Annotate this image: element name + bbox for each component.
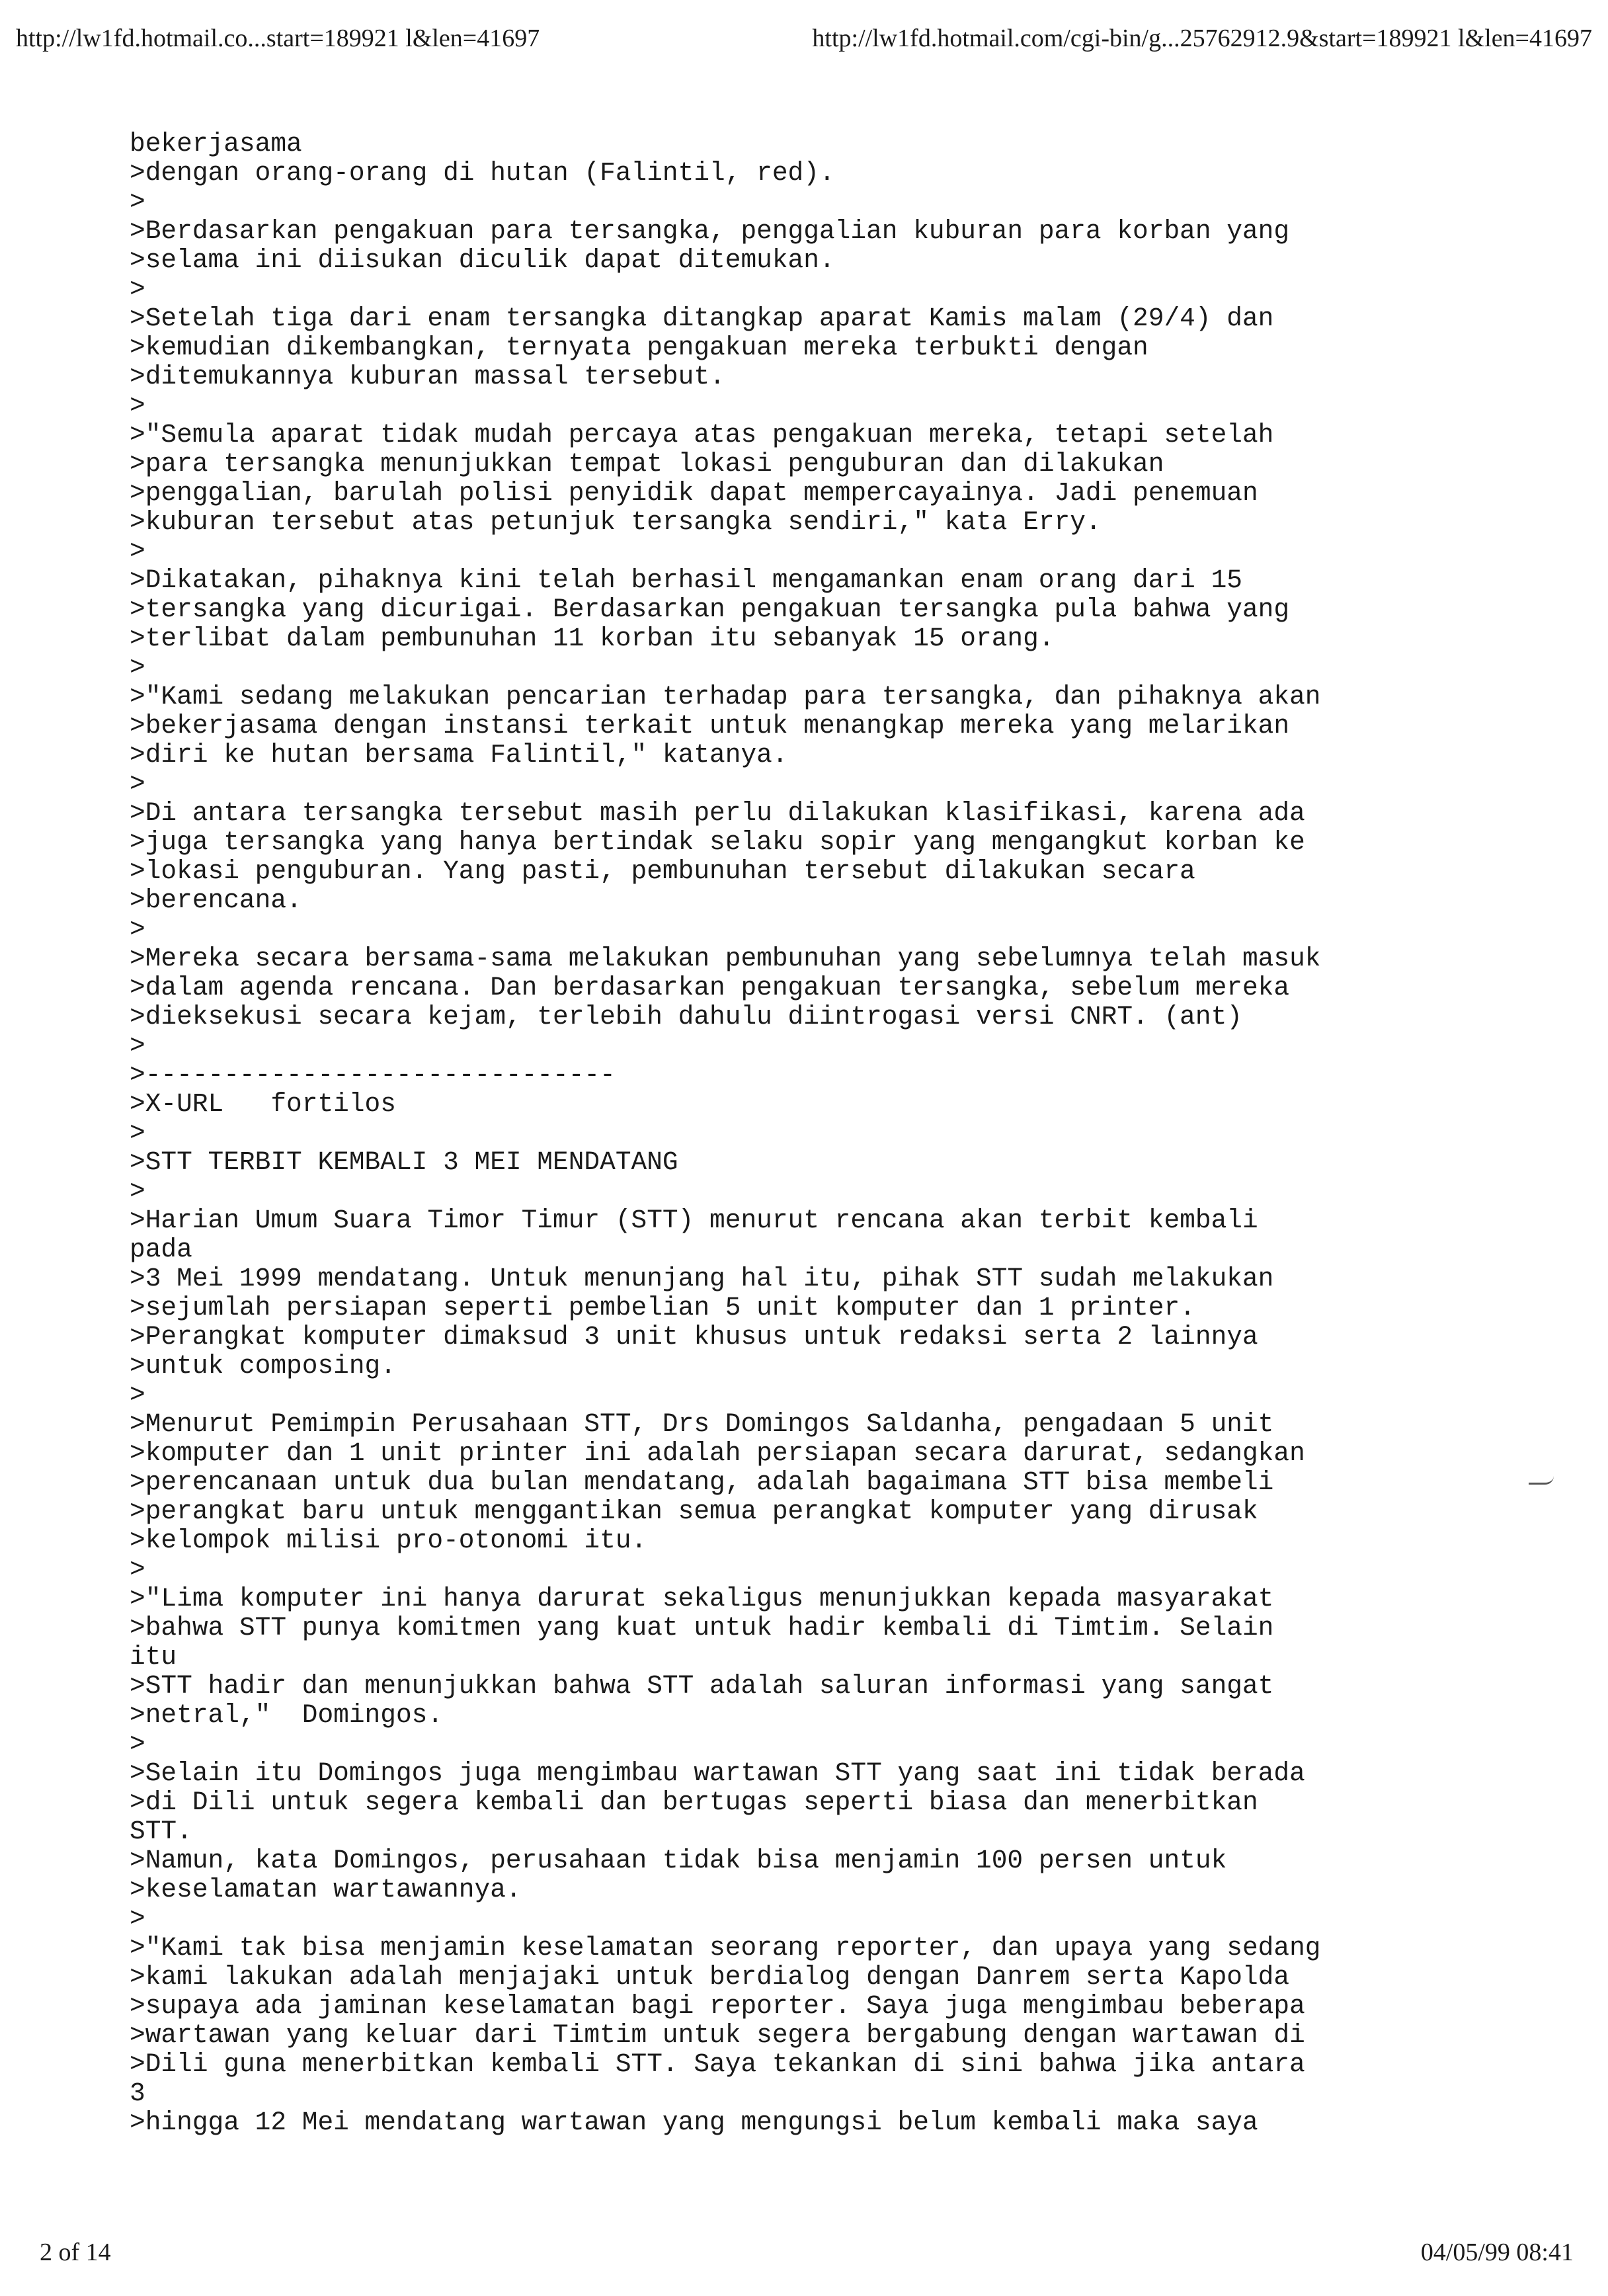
email-line: >"Semula aparat tidak mudah percaya atas pengakuan mereka, tetapi setelah xyxy=(130,420,1274,450)
email-line: >"Lima komputer ini hanya darurat sekaligus menunjukkan kepada masyarakat xyxy=(130,1584,1274,1614)
email-line: >penggalian, barulah polisi penyidik dapat mempercayainya. Jadi penemuan xyxy=(130,478,1258,508)
email-line: > xyxy=(130,1380,145,1410)
email-line: > xyxy=(130,1555,145,1584)
email-line: >dieksekusi secara kejam, terlebih dahulu diintrogasi versi CNRT. (ant) xyxy=(130,1002,1242,1032)
print-header xyxy=(16,19,1592,58)
email-line: >netral," Domingos. xyxy=(130,1700,444,1730)
email-line: > xyxy=(130,1176,145,1206)
email-line: >keselamatan wartawannya. xyxy=(130,1875,522,1905)
email-line: >Menurut Pemimpin Perusahaan STT, Drs Domingos Saldanha, pengadaan 5 unit xyxy=(130,1409,1274,1439)
header-url-right[interactable]: http://lw1fd.hotmail.com/cgi-bin/g...25762912.9&start=189921 l&len=41697 xyxy=(812,24,1592,52)
email-line: > xyxy=(130,187,145,217)
email-line: >ditemukannya kuburan massal tersebut. xyxy=(130,362,725,391)
email-line: >perangkat baru untuk menggantikan semua perangkat komputer yang dirusak xyxy=(130,1496,1258,1526)
email-line: > xyxy=(130,1904,145,1934)
email-line: >para tersangka menunjukkan tempat lokasi penguburan dan dilakukan xyxy=(130,449,1164,479)
email-line: >"Kami sedang melakukan pencarian terhadap para tersangka, dan pihaknya akan xyxy=(130,682,1321,712)
email-line: >dengan orang-orang di hutan (Falintil, red). xyxy=(130,158,835,188)
email-line: >sejumlah persiapan seperti pembelian 5 unit komputer dan 1 printer. xyxy=(130,1293,1195,1323)
email-line: >juga tersangka yang hanya bertindak selaku sopir yang mengangkut korban ke xyxy=(130,827,1305,857)
email-line: >------------------------------ xyxy=(130,1060,616,1090)
email-line: >lokasi penguburan. Yang pasti, pembunuhan tersebut dilakukan secara xyxy=(130,856,1195,886)
email-line: >STT TERBIT KEMBALI 3 MEI MENDATANG xyxy=(130,1147,678,1177)
email-line: >bekerjasama dengan instansi terkait untuk menangkap mereka yang melarikan xyxy=(130,711,1290,741)
email-line: >kelompok milisi pro-otonomi itu. xyxy=(130,1526,647,1555)
email-line: > xyxy=(130,274,145,304)
email-line: STT. xyxy=(130,1817,192,1846)
email-line: >Berdasarkan pengakuan para tersangka, penggalian kuburan para korban yang xyxy=(130,216,1290,246)
email-line: >supaya ada jaminan keselamatan bagi reporter. Saya juga mengimbau beberapa xyxy=(130,1991,1305,2021)
email-line: >Di antara tersangka tersebut masih perlu dilakukan klasifikasi, karena ada xyxy=(130,798,1305,828)
email-line: >selama ini diisukan diculik dapat ditemukan. xyxy=(130,245,835,275)
email-line: >Perangkat komputer dimaksud 3 unit khusus untuk redaksi serta 2 lainnya xyxy=(130,1322,1258,1352)
email-line: >"Kami tak bisa menjamin keselamatan seorang reporter, dan upaya yang sedang xyxy=(130,1933,1321,1963)
header-url-left[interactable]: http://lw1fd.hotmail.co...start=189921 l&len=41697 xyxy=(16,24,540,52)
email-line: itu xyxy=(130,1642,177,1672)
email-line: > xyxy=(130,653,145,682)
email-line: >bahwa STT punya komitmen yang kuat untuk hadir kembali di Timtim. Selain xyxy=(130,1613,1274,1643)
page-indicator: 2 of 14 xyxy=(40,2238,111,2266)
email-line: >kemudian dikembangkan, ternyata pengakuan mereka terbukti dengan xyxy=(130,333,1148,362)
email-line: >dalam agenda rencana. Dan berdasarkan pengakuan tersangka, sebelum mereka xyxy=(130,973,1290,1003)
email-line: >STT hadir dan menunjukkan bahwa STT adalah saluran informasi yang sangat xyxy=(130,1671,1274,1701)
email-line: >Harian Umum Suara Timor Timur (STT) menurut rencana akan terbit kembali xyxy=(130,1206,1258,1235)
email-line: > xyxy=(130,915,145,944)
print-footer xyxy=(40,2233,1574,2272)
email-line: > xyxy=(130,1118,145,1148)
email-line: >Dili guna menerbitkan kembali STT. Saya tekankan di sini bahwa jika antara xyxy=(130,2049,1305,2079)
email-line: >kuburan tersebut atas petunjuk tersangka sendiri," kata Erry. xyxy=(130,507,1102,537)
email-line: > xyxy=(130,391,145,421)
email-line: >wartawan yang keluar dari Timtim untuk segera bergabung dengan wartawan di xyxy=(130,2020,1305,2050)
email-line: >diri ke hutan bersama Falintil," katanya. xyxy=(130,740,788,770)
email-line: > xyxy=(130,1729,145,1759)
email-line: 3 xyxy=(130,2078,145,2108)
email-line: > xyxy=(130,1031,145,1061)
email-line: pada xyxy=(130,1235,192,1264)
email-line: >Namun, kata Domingos, perusahaan tidak bisa menjamin 100 persen untuk xyxy=(130,1846,1227,1875)
email-line: >kami lakukan adalah menjajaki untuk berdialog dengan Danrem serta Kapolda xyxy=(130,1962,1290,1992)
email-line: >X-URL fortilos xyxy=(130,1089,396,1119)
email-line: >Dikatakan, pihaknya kini telah berhasil mengamankan enam orang dari 15 xyxy=(130,565,1242,595)
email-line: > xyxy=(130,769,145,799)
email-line: >3 Mei 1999 mendatang. Untuk menunjang hal itu, pihak STT sudah melakukan xyxy=(130,1264,1274,1293)
email-line: >komputer dan 1 unit printer ini adalah persiapan secara darurat, sedangkan xyxy=(130,1438,1305,1468)
email-message-body xyxy=(130,130,1584,2137)
email-line: > xyxy=(130,536,145,566)
email-line: >Mereka secara bersama-sama melakukan pembunuhan yang sebelumnya telah masuk xyxy=(130,944,1321,973)
printed-timestamp: 04/05/99 08:41 xyxy=(1420,2238,1574,2266)
email-line: >tersangka yang dicurigai. Berdasarkan pengakuan tersangka pula bahwa yang xyxy=(130,594,1290,624)
email-line: >hingga 12 Mei mendatang wartawan yang mengungsi belum kembali maka saya xyxy=(130,2108,1258,2137)
email-line: >di Dili untuk segera kembali dan bertugas seperti biasa dan menerbitkan xyxy=(130,1787,1258,1817)
email-line: bekerjasama xyxy=(130,129,302,159)
email-line: >berencana. xyxy=(130,885,302,915)
email-line: >Setelah tiga dari enam tersangka ditangkap aparat Kamis malam (29/4) dan xyxy=(130,304,1274,333)
email-line: >terlibat dalam pembunuhan 11 korban itu sebanyak 15 orang. xyxy=(130,624,1055,653)
email-line: >perencanaan untuk dua bulan mendatang, adalah bagaimana STT bisa membeli xyxy=(130,1467,1274,1497)
email-line: >Selain itu Domingos juga mengimbau wartawan STT yang saat ini tidak berada xyxy=(130,1758,1305,1788)
email-line: >untuk composing. xyxy=(130,1351,396,1381)
